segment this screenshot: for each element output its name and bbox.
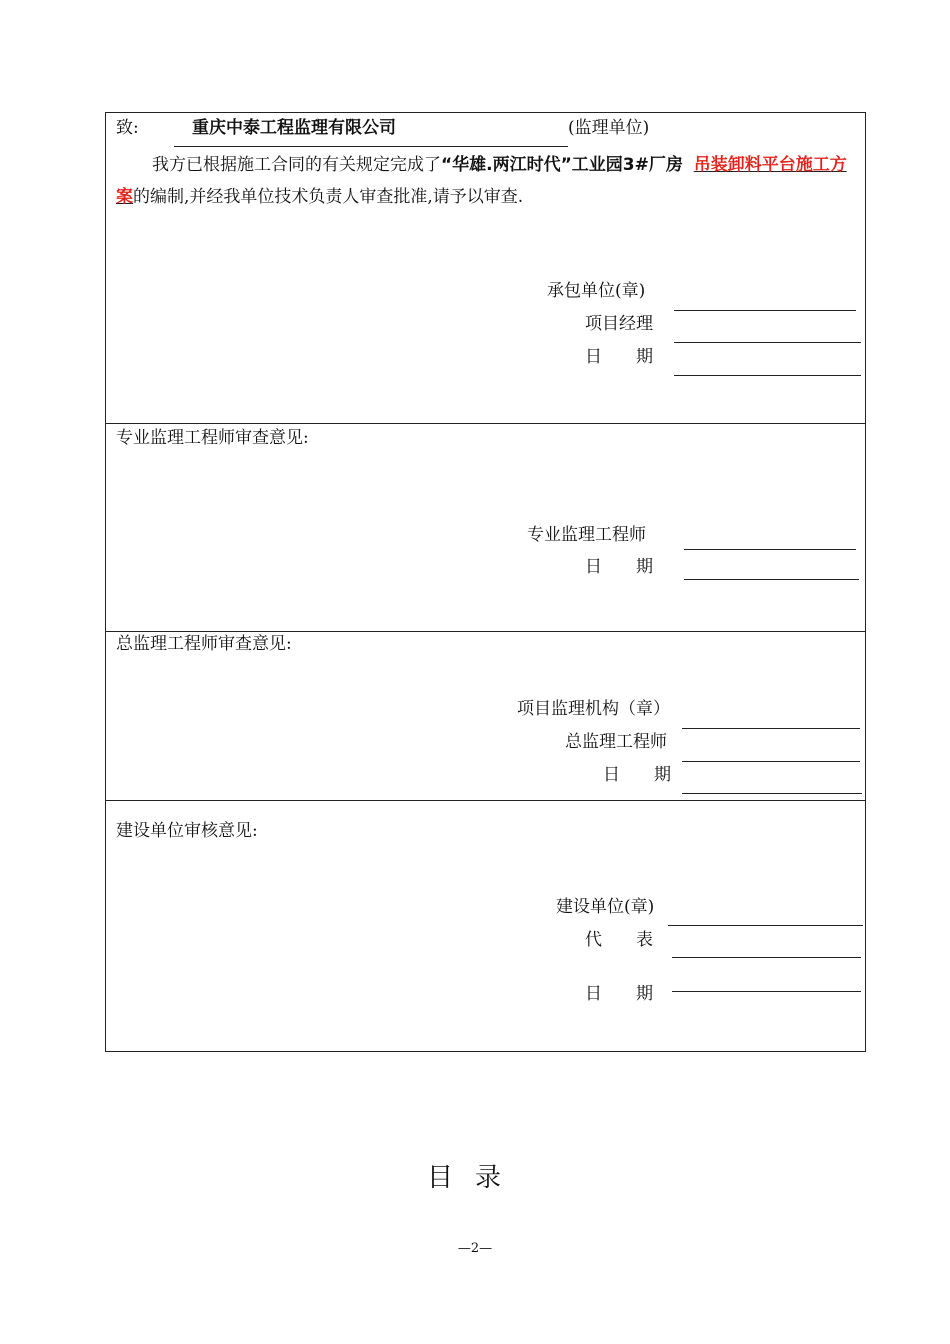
date-label: 日 期 [585, 557, 653, 577]
contractor-seal-line [674, 310, 856, 311]
engineer-label: 专业监理工程师 [527, 525, 646, 545]
date-label: 日 期 [603, 765, 671, 785]
chief-engineer-label: 总监理工程师 [565, 732, 667, 752]
supervisor-suffix: (监理单位) [568, 118, 650, 138]
date-line [674, 375, 861, 376]
owner-seal-line [668, 925, 863, 926]
body-prefix: 我方已根据施工合同的有关规定完成了 [152, 155, 441, 175]
date-line [684, 579, 859, 580]
body-suffix: 的编制,并经我单位技术负责人审查批准,请予以审查. [133, 187, 524, 207]
submission-paragraph [116, 149, 861, 213]
date-label: 日 期 [585, 347, 653, 367]
page-number: —2— [457, 1241, 493, 1256]
supervision-org-line [682, 728, 860, 729]
engineer-review-title: 专业监理工程师审查意见: [116, 428, 309, 448]
supervision-org-label: 项目监理机构（章） [517, 699, 670, 719]
submission-section [106, 113, 865, 423]
toc-title: 目录 [426, 1163, 523, 1193]
owner-review-section [106, 801, 865, 1052]
date-line [672, 991, 861, 992]
engineer-review-section [106, 424, 865, 631]
chief-engineer-line [682, 761, 860, 762]
project-manager-label: 项目经理 [585, 314, 653, 334]
engineer-line [684, 549, 856, 550]
to-label: 致: [116, 118, 139, 138]
contractor-seal-label: 承包单位(章) [547, 281, 646, 301]
chief-review-section [106, 632, 865, 799]
chief-review-title: 总监理工程师审查意见: [116, 634, 292, 654]
company-underline [174, 146, 568, 147]
project-manager-line [674, 342, 861, 343]
project-name: “华雄.两江时代”工业园3#厂房 [441, 155, 683, 175]
approval-form [105, 112, 866, 1052]
owner-seal-label: 建设单位(章) [556, 897, 655, 917]
date-line [682, 793, 862, 794]
date-label: 日 期 [585, 984, 653, 1004]
representative-label: 代 表 [585, 930, 653, 950]
supervisor-company: 重庆中泰工程监理有限公司 [192, 118, 396, 138]
representative-line [672, 957, 861, 958]
plan-name: 吊装卸料平台施工方案 [116, 155, 847, 207]
owner-review-title: 建设单位审核意见: [116, 821, 258, 841]
